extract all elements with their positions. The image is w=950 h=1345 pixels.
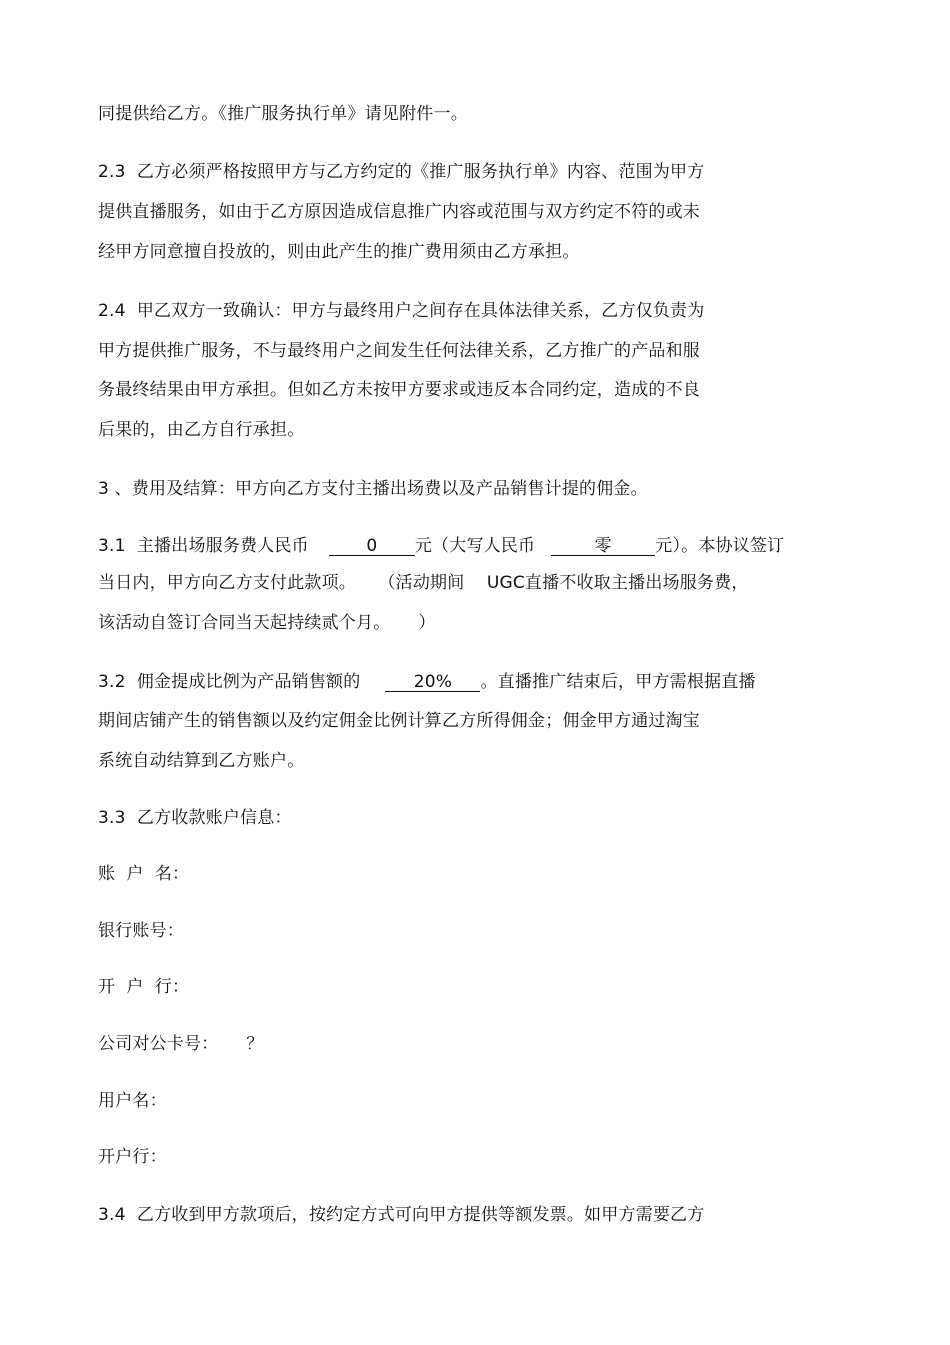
- text-segment: 3.2 佣金提成比例为产品销售额的: [98, 672, 361, 692]
- commission-rate-field: 20%: [385, 673, 480, 692]
- opening-bank-label: 开户行：: [98, 1147, 167, 1167]
- clause-3-4: 3.4 乙方收到甲方款项后，按约定方式可向甲方提供等额发票。如甲方需要乙方: [98, 1205, 705, 1225]
- text-line: 甲方提供推广服务，不与最终用户之间发生任何法律关系，乙方推广的产品和服: [98, 341, 700, 361]
- section-3-heading: 3 、费用及结算：甲方向乙方支付主播出场费以及产品销售计提的佣金。: [98, 479, 648, 499]
- fee-amount-field: 0: [329, 537, 415, 556]
- text-segment: 元）。本协议签订: [655, 536, 785, 556]
- bank-branch-label: 开 户 行：: [98, 977, 190, 997]
- text-line: 务最终结果由甲方承担。但如乙方未按甲方要求或违反本合同约定，造成的不良: [98, 380, 700, 400]
- clause-2-3: 2.3 乙方必须严格按照甲方与乙方约定的《推广服务执行单》内容、范围为甲方: [98, 162, 705, 182]
- text-line: 后果的，由乙方自行承担。: [98, 420, 305, 440]
- text-line: 系统自动结算到乙方账户。: [98, 751, 305, 771]
- bank-account-label: 银行账号：: [98, 921, 184, 941]
- text-line: 提供直播服务，如由于乙方原因造成信息推广内容或范围与双方约定不符的或未: [98, 202, 700, 222]
- username-label: 用户名：: [98, 1091, 167, 1111]
- fee-amount-words-field: 零: [551, 537, 655, 556]
- text-segment: 3.1 主播出场服务费人民币: [98, 536, 309, 556]
- corporate-card-label: 公司对公卡号： ？: [98, 1034, 264, 1054]
- text-line: 经甲方同意擅自投放的，则由此产生的推广费用须由乙方承担。: [98, 242, 580, 262]
- account-name-label: 账 户 名：: [98, 864, 190, 884]
- text-segment: 元（大写人民币: [414, 536, 536, 556]
- clause-3-2: [98, 671, 756, 693]
- clause-2-4: 2.4 甲乙双方一致确认：甲方与最终用户之间存在具体法律关系，乙方仅负责为: [98, 301, 705, 321]
- text-line: 期间店铺产生的销售额以及约定佣金比例计算乙方所得佣金；佣金甲方通过淘宝: [98, 711, 700, 731]
- clause-3-1: [98, 535, 784, 557]
- text-line: 该活动自签订合同当天起持续贰个月。 ）: [98, 613, 436, 633]
- text-segment: 。直播推广结束后，甲方需根据直播: [480, 672, 756, 692]
- text-line: 同提供给乙方。《推广服务执行单》请见附件一。: [98, 104, 468, 124]
- text-line: 当日内，甲方向乙方支付此款项。 （活动期间 UGC直播不收取主播出场服务费，: [98, 573, 749, 593]
- clause-3-3: 3.3 乙方收款账户信息：: [98, 808, 292, 828]
